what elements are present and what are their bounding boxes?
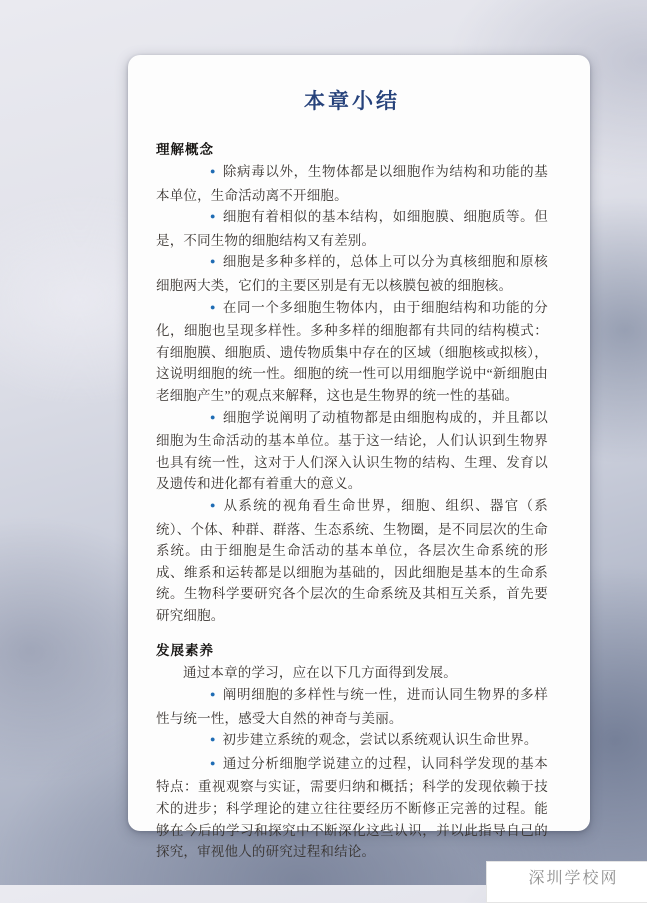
- bullet-dot-icon: ●: [210, 734, 216, 745]
- bullet-text: 通过分析细胞学说建立的过程，认同科学发现的基本特点：重视观察与实证，需要归纳和概括；科学的发现依赖于技术的进步；科学理论的建立往往要经历不断修正完善的过程。能够在今后的学习和探究中不断深化这些认识，并以此指导自己的探究，审视他人的研究过程和结论。: [156, 755, 548, 860]
- watermark-text: 深圳学校网: [528, 870, 619, 887]
- bullet-dot-icon: ●: [210, 499, 216, 510]
- bullet-dot-icon: ●: [210, 301, 216, 312]
- bullet-text: 细胞有着相似的基本结构，如细胞膜、细胞质等。但是，不同生物的细胞结构又有差别。: [156, 209, 548, 248]
- bullet-text: 初步建立系统的观念，尝试以系统观认识生命世界。: [222, 732, 538, 748]
- page-content: [128, 55, 590, 863]
- bullet-text: 除病毒以外，生物体都是以细胞作为结构和功能的基本单位，生命活动离不开细胞。: [156, 164, 548, 203]
- bullet-dot-icon: ●: [210, 689, 216, 700]
- concept-bullet-5: [156, 407, 548, 495]
- watermark-box: [486, 861, 647, 903]
- competency-bullet-1: [156, 684, 548, 729]
- bullet-text: 细胞是多种多样的，总体上可以分为真核细胞和原核细胞两大类，它们的主要区别是有无以核膜包被的细胞核。: [156, 254, 548, 293]
- bullet-text: 细胞学说阐明了动植物都是由细胞构成的，并且都以细胞为生命活动的基本单位。基于这一结论，人们认识到生物界也具有统一性，这对于人们深入认识生物的结构、生理、发育以及遗传和进化都有着重大的意义。: [156, 409, 548, 492]
- bullet-dot-icon: ●: [210, 256, 216, 267]
- concept-bullet-3: [156, 251, 548, 296]
- section-heading-understand-concepts: 理解概念: [156, 142, 214, 157]
- bullet-text: 从系统的视角看生命世界，细胞、组织、器官（系统）、个体、种群、群落、生态系统、生物圈，是不同层次的生命系统。由于细胞是生命活动的基本单位，各层次生命系统的形成、维系和运转都是以细胞为基础的，因此细胞是基本的生命系统。生物科学要研究各个层次的生命系统及其相互关系，首先要研究细胞。: [156, 497, 548, 623]
- bullet-text: 阐明细胞的多样性与统一性，进而认同生物界的多样性与统一性，感受大自然的神奇与美丽。: [156, 687, 548, 726]
- competency-bullet-2: [156, 729, 548, 753]
- concept-bullet-2: [156, 206, 548, 251]
- bullet-text: 在同一个多细胞生物体内，由于细胞结构和功能的分化，细胞也呈现多样性。多种多样的细胞都有共同的结构模式：有细胞膜、细胞质、遗传物质集中存在的区域（细胞核或拟核），这说明细胞的统一性。细胞的统一性可以用细胞学说中“新细胞由老细胞产生”的观点来解释，这也是生物界的统一性的基础。: [156, 299, 548, 403]
- competency-bullet-3: [156, 753, 548, 863]
- book-page: [128, 55, 590, 860]
- concept-bullet-1: [156, 161, 548, 206]
- section-heading-develop-competency: 发展素养: [156, 643, 214, 659]
- page-title: 本章小结: [304, 90, 400, 113]
- concept-bullet-6: [156, 495, 548, 627]
- concept-bullet-4: [156, 297, 548, 407]
- bullet-dot-icon: ●: [210, 211, 216, 222]
- bullet-dot-icon: ●: [210, 166, 216, 176]
- competency-intro: 通过本章的学习，应在以下几方面得到发展。: [183, 665, 457, 681]
- bullet-dot-icon: ●: [210, 411, 216, 422]
- bullet-dot-icon: ●: [210, 757, 216, 768]
